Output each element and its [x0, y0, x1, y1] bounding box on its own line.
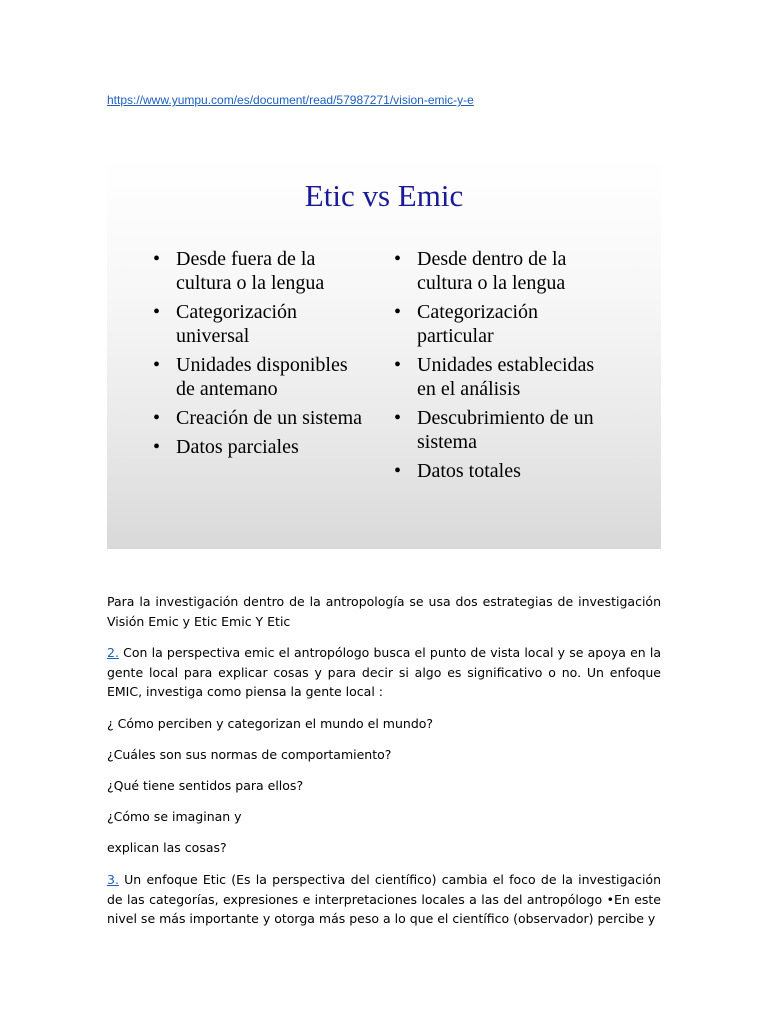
- question-2: ¿Cuáles son sus normas de comportamiento?: [107, 747, 392, 762]
- question-4: ¿Cómo se imaginan y: [107, 809, 242, 824]
- bullet-icon: •: [153, 301, 161, 323]
- bullet-icon: •: [394, 354, 402, 376]
- emic-item: • Unidades establecidas en el análisis: [394, 354, 595, 400]
- emic-item: • Descubrimiento de un sistema: [394, 407, 594, 453]
- bullet-icon: •: [153, 248, 161, 270]
- question-5: explican las cosas?: [107, 840, 227, 855]
- etic-item: • Categorización universal: [153, 301, 298, 347]
- bullet-icon: •: [394, 460, 402, 482]
- etic-item: • Creación de un sistema: [153, 407, 363, 429]
- etic-item: • Desde fuera de la cultura o la lengua: [153, 248, 325, 294]
- emic-item: • Categorización particular: [394, 301, 539, 347]
- paragraph-2-text: Con la perspectiva emic el antropólogo busca el punto de vista local y se apoya en la gente local para explicar cosas y para decir si algo es significativo o no. Un enfoque EMIC, investiga como piensa la gente local :: [107, 645, 661, 699]
- etic-list: [153, 247, 368, 464]
- intro-paragraph: Para la investigación dentro de la antropología se usa dos estrategias de investigación Visión Emic y Etic Emic Y Etic: [107, 594, 661, 629]
- bullet-icon: •: [153, 407, 161, 429]
- slide-title: Etic vs Emic: [304, 178, 464, 213]
- paragraph-3: [107, 870, 661, 929]
- source-link[interactable]: https://www.yumpu.com/es/document/read/57987271/vision-emic-y-e: [107, 93, 474, 107]
- emic-item: • Desde dentro de la cultura o la lengua: [394, 248, 567, 294]
- etic-item: • Datos parciales: [153, 436, 299, 458]
- paragraph-2-number-link[interactable]: 2.: [107, 645, 119, 660]
- question-1: ¿ Cómo perciben y categorizan el mundo el mundo?: [107, 716, 434, 731]
- bullet-icon: •: [153, 354, 161, 376]
- emic-list: [394, 247, 609, 488]
- emic-item: • Datos totales: [394, 460, 521, 482]
- bullet-icon: •: [394, 407, 402, 429]
- question-3: ¿Qué tiene sentidos para ellos?: [107, 778, 304, 793]
- bullet-icon: •: [153, 436, 161, 458]
- paragraph-2: [107, 643, 661, 702]
- etic-item: • Unidades disponibles de antemano: [153, 354, 348, 400]
- bullet-icon: •: [394, 301, 402, 323]
- paragraph-3-text: Un enfoque Etic (Es la perspectiva del científico) cambia el foco de la investigación de las categorías, expresiones e interpretaciones locales a las del antropólogo •En este nivel se más importante y otorga más peso a lo que el científico (observador) percibe y: [107, 872, 661, 926]
- paragraph-3-number-link[interactable]: 3.: [107, 872, 119, 887]
- slide-image: [107, 158, 661, 549]
- bullet-icon: •: [394, 248, 402, 270]
